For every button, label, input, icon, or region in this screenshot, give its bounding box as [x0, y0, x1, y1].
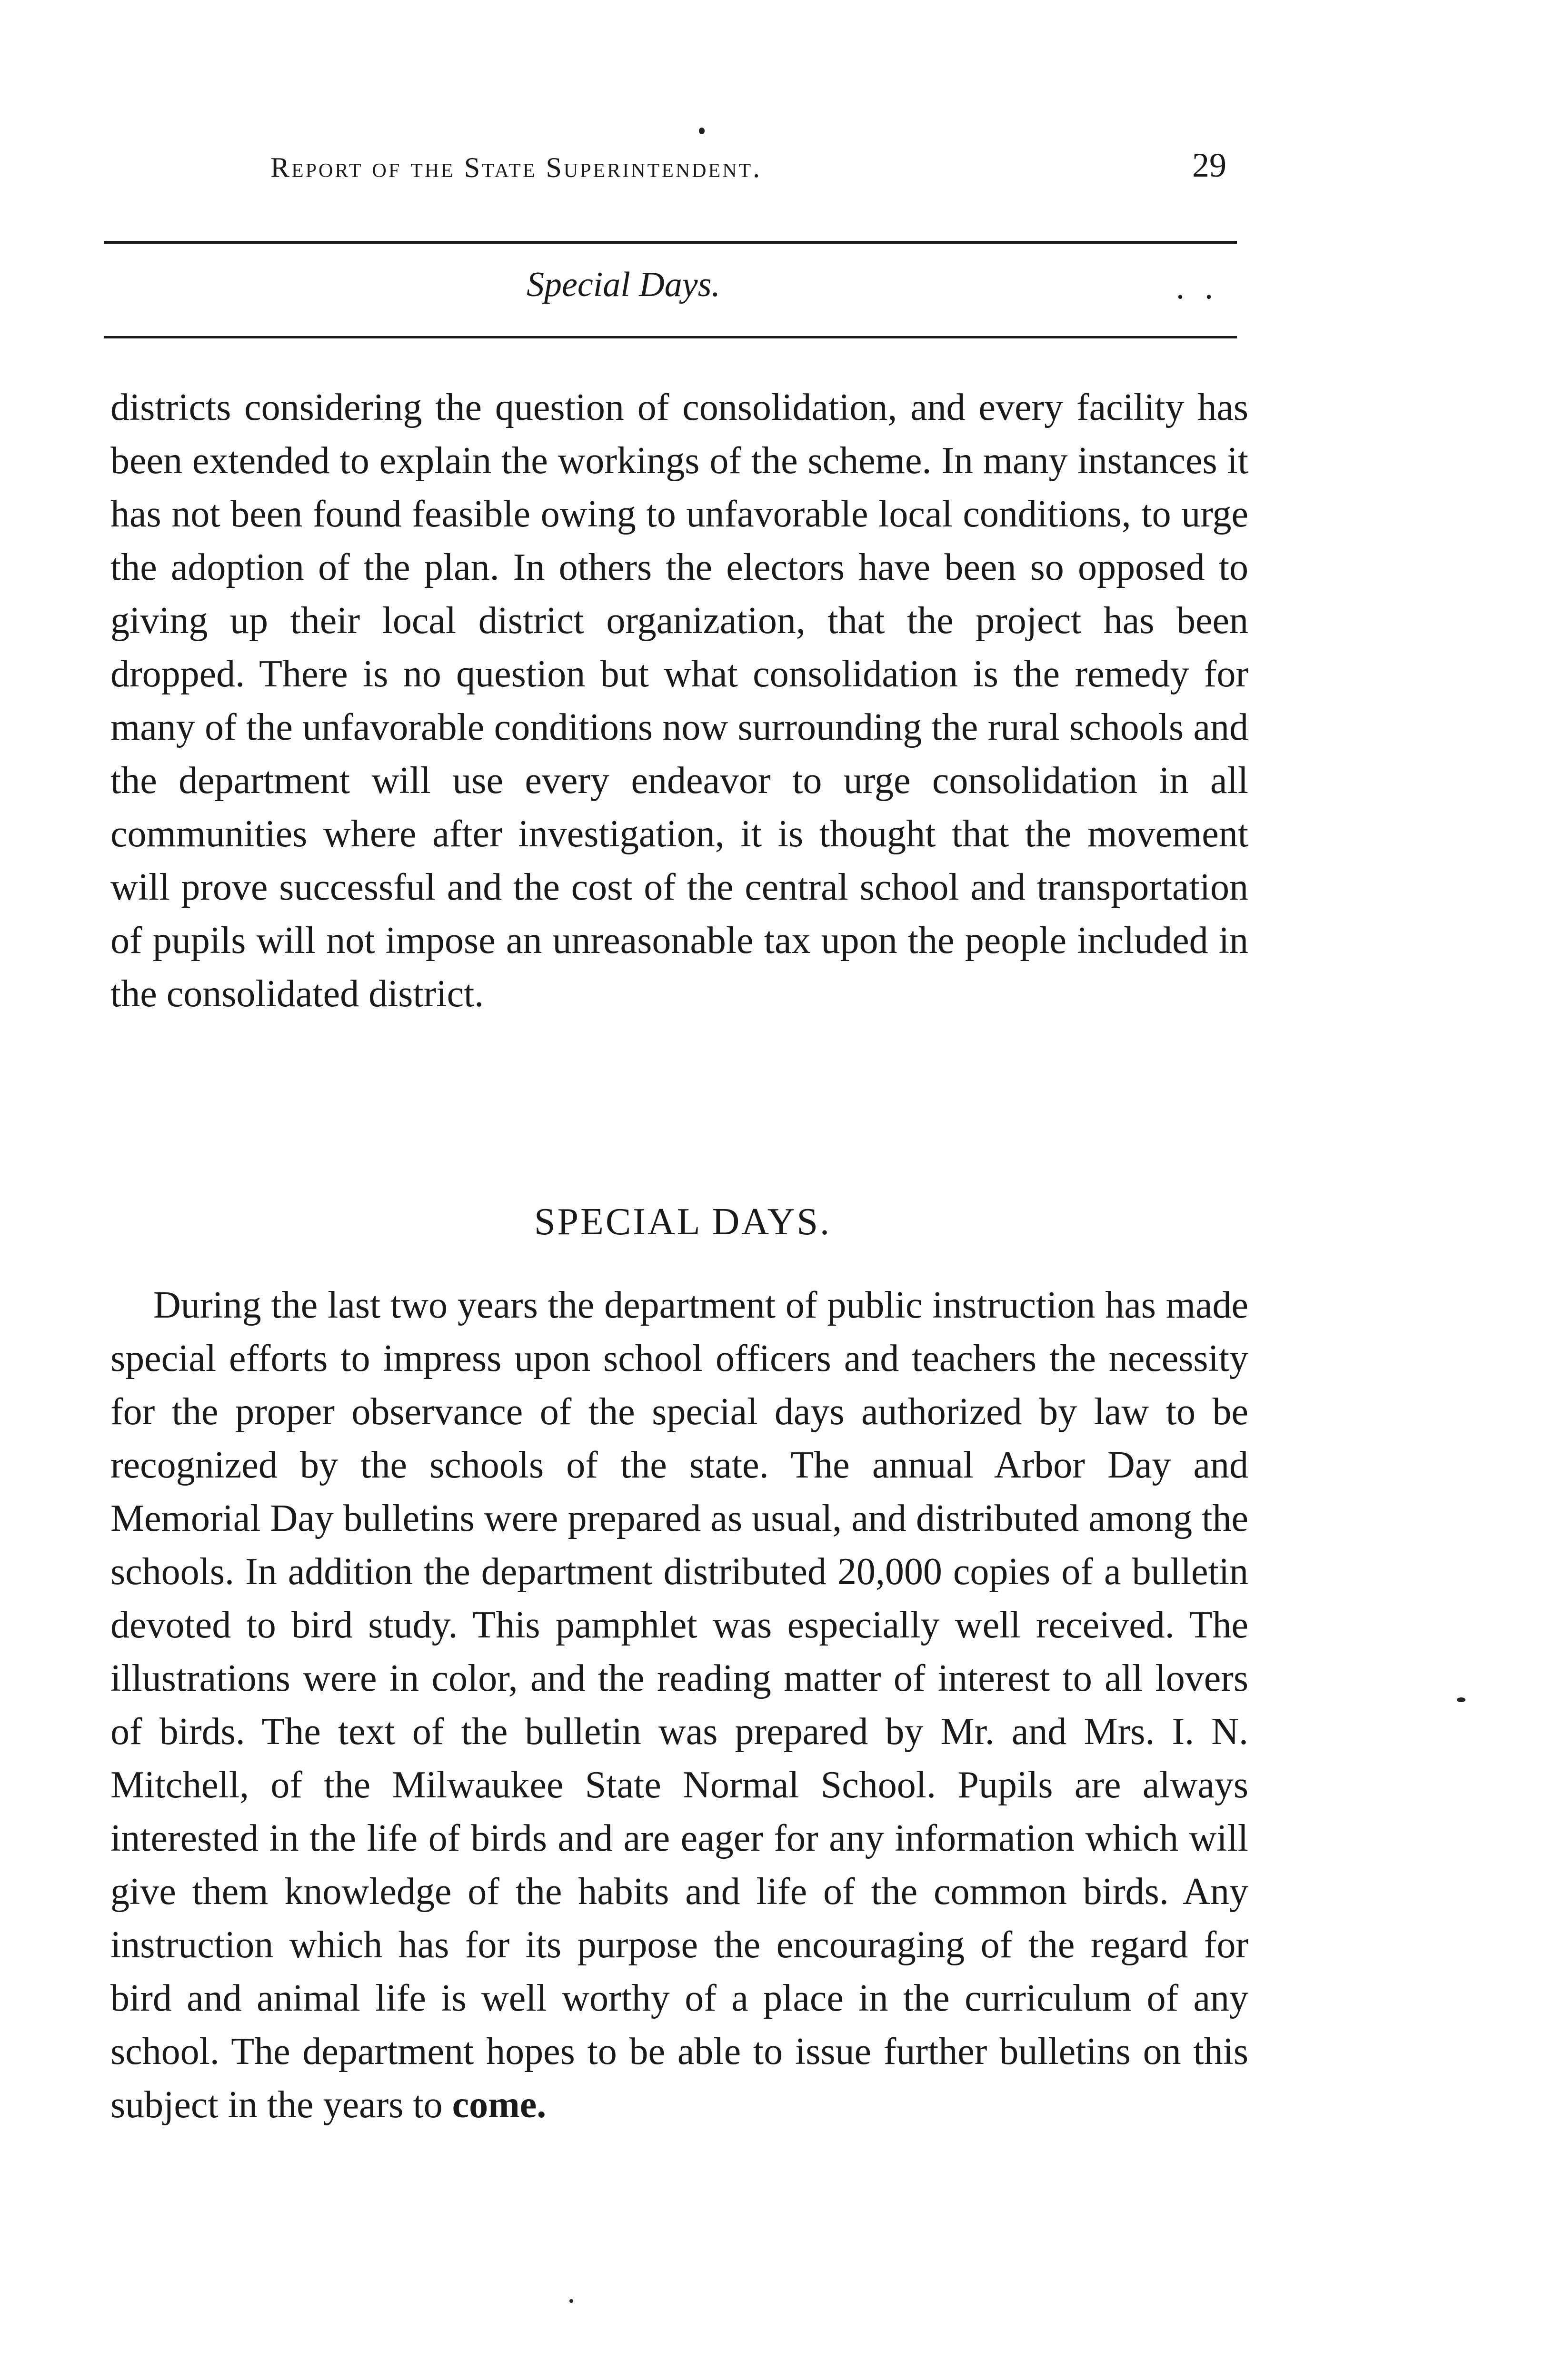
section-heading: SPECIAL DAYS. [534, 1201, 831, 1243]
print-speck [1457, 1697, 1465, 1702]
print-speck [569, 2299, 573, 2303]
header-rule-bottom [104, 336, 1237, 338]
consolidation-paragraph: districts considering the question of consolidation, and every facility has been extended to explain the workings of the scheme. In many instances it has not been found feasible owing to unfavorable local conditions, to urge the adoption of the plan. In others the electors have been so opposed to giving up their local district organization, that the project has been dropped. There is no question but what consolidation is the remedy for many of the unfavorable conditions now surrounding the rural schools and the department will use every endeavor to urge consolidation in all communities where after investigation, it is thought that the movement will prove successful and the cost of the central school and transportation of pupils will not impose an unreasonable tax upon the people included in the consolidated district. [110, 387, 1248, 1015]
page-number: 29 [1192, 146, 1226, 184]
running-head-title: Report of the State Superintendent. [270, 152, 762, 183]
print-speck [699, 128, 705, 134]
header-rule-top [104, 241, 1237, 244]
final-word: come. [452, 2084, 547, 2126]
special-days-paragraph [110, 1279, 1248, 2132]
caption-dots: . . [1176, 268, 1219, 306]
special-days-paragraph-text: During the last two years the department of public instruction has made special efforts to impress upon school officers and teachers the necessity for the proper observance of the special days authorized by law to be recognized by the schools of the state. The annual Arbor Day and Memorial Day bulletins were prepared as usual, and distributed among the schools. In addition the department distributed 20,000 copies of a bulletin devoted to bird study. This pamphlet was especially well received. The illustrations were in color, and the reading matter of interest to all lovers of birds. The text of the bulletin was prepared by Mr. and Mrs. I. N. Mitchell, of the Milwaukee State Normal School. Pupils are always interested in the life of birds and are eager for any information which will give them knowledge of the habits and life of the common birds. Any instruction which has for its purpose the encouraging of the regard for bird and animal life is well worthy of a place in the curriculum of any school. The department hopes to be able to issue further bulletins on this subject in the years to [110, 1284, 1248, 2126]
section-caption: Special Days. [527, 265, 720, 304]
